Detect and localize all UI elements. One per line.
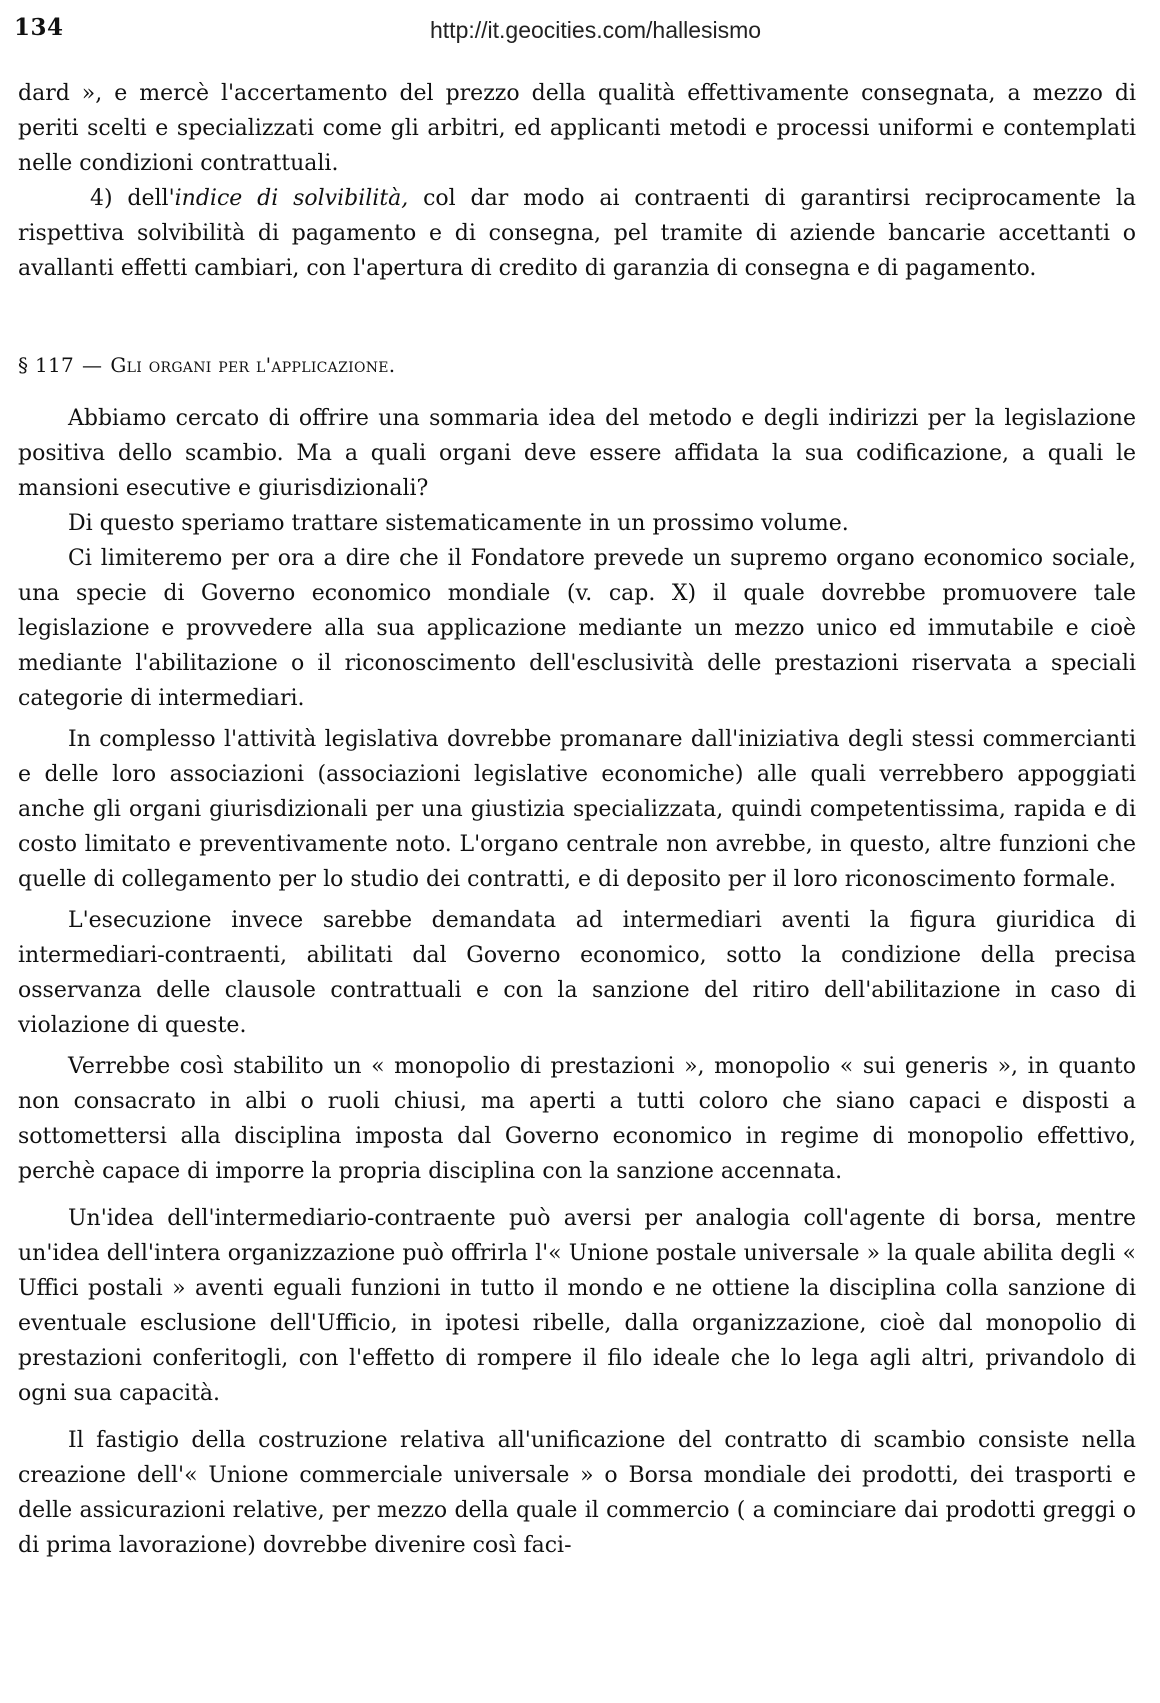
list-item-4 bbox=[18, 181, 1136, 286]
paragraph: Abbiamo cercato di offrire una sommaria idea del metodo e degli indirizzi per la legislazione positiva dello scambio. Ma a quali organi deve essere affidata la sua codificazione, a quali le mansioni esecutive e giurisdizionali? bbox=[18, 406, 1136, 501]
paragraph: Di questo speriamo trattare sistematicamente in un prossimo volume. bbox=[68, 511, 849, 536]
section-heading bbox=[18, 348, 1136, 383]
paragraph: Il fastigio della costruzione relativa all'unificazione del contratto di scambio consiste nella creazione dell'« Unione commerciale universale » o Borsa mondiale dei prodotti, dei trasporti e delle assicurazioni relative, per mezzo della quale il commercio ( a cominciare dai prodotti greggi o di prima lavorazione) dovrebbe divenire così faci- bbox=[18, 1428, 1136, 1558]
paragraph: Ci limiteremo per ora a dire che il Fondatore prevede un supremo organo economico sociale, una specie di Governo economico mondiale (v. cap. X) il quale dovrebbe promuovere tale legislazione e provvedere alla sua applicazione mediante un mezzo unico ed immutabile e cioè mediante l'abilitazione o il riconoscimento dell'esclusività delle prestazioni riservata a speciali categorie di intermediari. bbox=[18, 546, 1136, 711]
item4-term: indice di solvibilità, bbox=[174, 186, 409, 211]
paragraph: In complesso l'attività legislativa dovrebbe promanare dall'iniziativa degli stessi commercianti e delle loro associazioni (associazioni legislative economiche) alle quali verrebbero appoggiati anche gli organi giurisdizionali per una giustizia specializzata, quindi competentissima, rapida e di costo limitato e preventivamente noto. L'organo centrale non avrebbe, in questo, altre funzioni che quelle di collegamento per lo studio dei contratti, e di deposito per il loro riconoscimento formale. bbox=[18, 727, 1136, 892]
page-number: 134 bbox=[14, 14, 64, 41]
paragraph: L'esecuzione invece sarebbe demandata ad intermediari aventi la figura giuridica di intermediari-contraenti, abilitati dal Governo economico, sotto la condizione della precisa osservanza delle clausole contrattuali e con la sanzione del ritiro dell'abilitazione in caso di violazione di queste. bbox=[18, 908, 1136, 1038]
section-number: § 117 bbox=[18, 353, 75, 377]
section-title: Gli organi per l'applicazione. bbox=[110, 353, 396, 377]
section-dash: — bbox=[82, 353, 103, 377]
item4-prefix: 4) dell' bbox=[90, 186, 175, 211]
intro-paragraph: dard », e mercè l'accertamento del prezzo della qualità effettivamente consegnata, a mezzo di periti scelti e specializzati come gli arbitri, ed applicanti metodi e processi uniformi e contemplati nelle condizioni contrattuali. bbox=[18, 81, 1136, 176]
paragraph: Verrebbe così stabilito un « monopolio di prestazioni », monopolio « sui generis », in quanto non consacrato in albi o ruoli chiusi, ma aperti a tutti coloro che siano capaci e disposti a sottomettersi alla disciplina imposta dal Governo economico in regime di monopolio effettivo, perchè capace di imporre la propria disciplina con la sanzione accennata. bbox=[18, 1054, 1136, 1184]
paragraph: Un'idea dell'intermediario-contraente può aversi per analogia coll'agente di borsa, mentre un'idea dell'intera organizzazione può offrirla l'« Unione postale universale » la quale abilita degli « Uffici postali » aventi eguali funzioni in tutto il mondo e ne ottiene la disciplina colla sanzione di eventuale esclusione dell'Ufficio, in ipotesi ribelle, dalla organizzazione, cioè dal monopolio di prestazioni conferitogli, con l'effetto di rompere il filo ideale che lo lega agli altri, privandolo di ogni sua capacità. bbox=[18, 1206, 1136, 1406]
header-url: http://it.geocities.com/hallesismo bbox=[430, 17, 762, 43]
body-text bbox=[18, 76, 1136, 1563]
item4-text: col dar modo ai contraenti di garantirsi reciprocamente la rispettiva solvibilità di pagamento e di consegna, pel tramite di aziende bancarie accettanti o avallanti effetti cambiari, con l'apertura di credito di garanzia di consegna e di pagamento. bbox=[18, 186, 1136, 281]
